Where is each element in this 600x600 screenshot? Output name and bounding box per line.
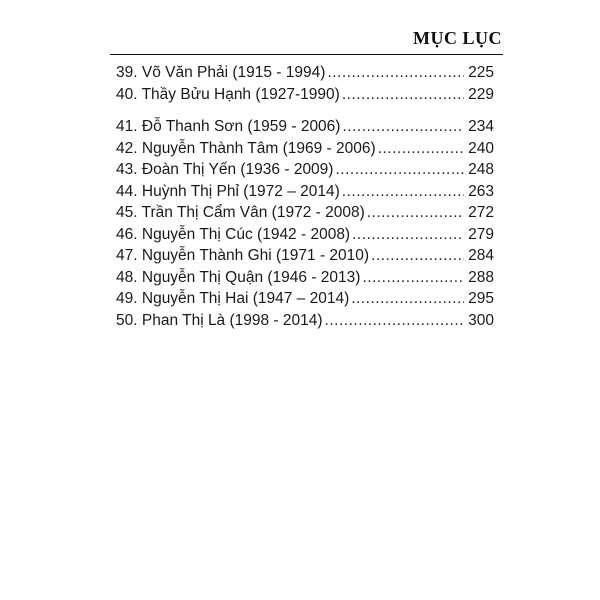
toc-entry-page: 225 — [468, 64, 494, 81]
toc-entry — [116, 116, 494, 138]
toc-entry — [116, 245, 494, 267]
toc-entry-number: 46. — [116, 225, 138, 243]
toc-entry-number: 44. — [116, 182, 138, 200]
toc-entry-number: 42. — [116, 139, 138, 157]
toc-entry-page: 248 — [468, 161, 494, 178]
toc-entry-number: 43. — [116, 161, 138, 178]
toc-entry-page: 300 — [468, 311, 494, 329]
toc-entry — [116, 224, 494, 246]
toc-entry-page: 295 — [468, 290, 494, 307]
toc-entry — [116, 138, 494, 160]
toc-entry-page: 272 — [468, 204, 494, 221]
toc-entry-title: Võ Văn Phải (1915 - 1994) — [141, 64, 326, 81]
toc-dot-leader — [371, 245, 464, 267]
toc-entry — [116, 181, 494, 203]
toc-entry-number: 49. — [116, 290, 138, 307]
toc-entry-title: Nguyễn Thị Cúc (1942 - 2008) — [141, 225, 351, 243]
toc-entry-page: 229 — [468, 85, 494, 103]
toc-entry-number: 41. — [116, 118, 138, 135]
toc-dot-leader — [342, 84, 464, 106]
toc-entry-number: 39. — [116, 64, 138, 81]
toc-dot-leader — [342, 181, 464, 203]
toc-dot-leader — [362, 267, 464, 289]
toc-entry — [116, 288, 494, 310]
toc-entry-number: 50. — [116, 311, 138, 329]
toc-entry-title: Thầy Bửu Hạnh (1927-1990) — [141, 85, 340, 103]
toc-entry — [116, 267, 494, 289]
toc-dot-leader — [378, 138, 464, 160]
toc-entry-page: 234 — [468, 118, 494, 135]
table-of-contents — [116, 62, 494, 331]
toc-entry — [116, 310, 494, 332]
toc-entry-number: 48. — [116, 268, 138, 286]
toc-dot-leader — [327, 62, 464, 84]
page-header-title: MỤC LỤC — [413, 28, 502, 48]
toc-entry — [116, 84, 494, 106]
toc-entry-number: 40. — [116, 85, 138, 103]
toc-entry-title: Đoàn Thị Yến (1936 - 2009) — [141, 161, 334, 178]
toc-entry-page: 279 — [468, 225, 494, 243]
toc-entry-number: 47. — [116, 247, 138, 264]
toc-entry-page: 240 — [468, 139, 494, 157]
toc-entry — [116, 62, 494, 84]
toc-entry-title: Nguyễn Thành Tâm (1969 - 2006) — [141, 139, 376, 157]
toc-entry-title: Huỳnh Thị Phỉ (1972 – 2014) — [141, 182, 340, 200]
toc-dot-leader — [342, 116, 464, 138]
toc-entry-title: Nguyễn Thị Quận (1946 - 2013) — [141, 268, 361, 286]
toc-entry-title: Trần Thị Cẩm Vân (1972 - 2008) — [141, 204, 365, 221]
toc-dot-leader — [325, 310, 464, 332]
toc-entry-title: Phan Thị Là (1998 - 2014) — [141, 311, 323, 329]
header-divider — [110, 54, 503, 55]
toc-entry-page: 284 — [468, 247, 494, 264]
toc-entry — [116, 159, 494, 181]
toc-entry-number: 45. — [116, 204, 138, 221]
toc-entry-title: Nguyễn Thị Hai (1947 – 2014) — [141, 290, 350, 307]
toc-dot-leader — [351, 288, 464, 310]
toc-dot-leader — [335, 159, 464, 181]
toc-dot-leader — [352, 224, 464, 246]
toc-entry-title: Đỗ Thanh Sơn (1959 - 2006) — [141, 118, 341, 135]
toc-entry-page: 263 — [468, 182, 494, 200]
toc-entry — [116, 202, 494, 224]
toc-dot-leader — [367, 202, 464, 224]
toc-entry-title: Nguyễn Thành Ghi (1971 - 2010) — [141, 247, 370, 264]
toc-entry-page: 288 — [468, 268, 494, 286]
